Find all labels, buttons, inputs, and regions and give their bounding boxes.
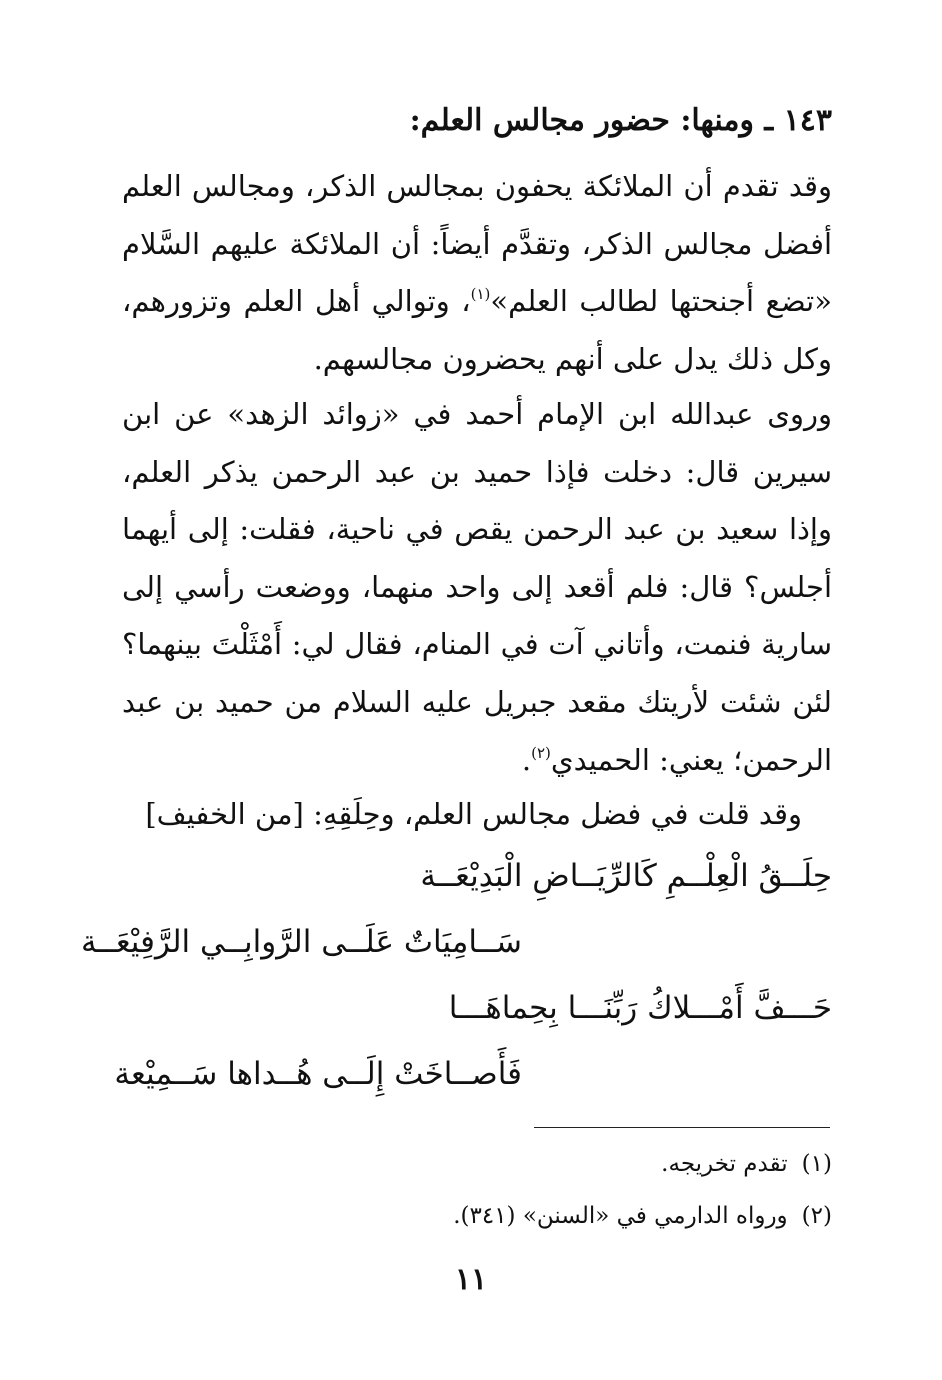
poem-intro-text: وقد قلت في فضل مجالس العلم، وحِلَقِهِ: bbox=[313, 797, 802, 831]
footnote-2-text: ورواه الدارمي في «السنن» (٣٤١). bbox=[453, 1203, 788, 1229]
footnote-2 bbox=[122, 1198, 832, 1234]
paragraph-2-text-after: . bbox=[521, 742, 532, 777]
footnote-1-text: تقدم تخريجه. bbox=[661, 1151, 788, 1177]
paragraph-2 bbox=[122, 386, 832, 789]
paragraph-1-text: وقد تقدم أن الملائكة يحفون بمجالس الذكر، ومجالس العلم أفضل مجالس الذكر، وتقدَّم أيضاً: أن الملائكة عليهم السَّلام «تضع أجنحتها لطالب العلم» bbox=[122, 169, 832, 319]
footnote-separator bbox=[534, 1127, 830, 1128]
poem-verse-1: حِلَــقُ الْعِلْــمِ كَالرِّيَــاضِ الْبَدِيْعَــة bbox=[420, 858, 832, 894]
poem-verse-3: حَـــفَّ أَمْـــلاكُ رَبِّنَـــا بِحِماهَـــا bbox=[448, 990, 832, 1026]
paragraph-1-text-after: ، وتوالي أهل العلم وتزورهم، وكل ذلك يدل على أنهم يحضرون مجالسهم. bbox=[122, 284, 832, 376]
page-number: ١١ bbox=[454, 1262, 488, 1297]
footnote-ref-2: (٢) bbox=[531, 743, 551, 762]
poem-verse-2: سَــامِيَاتٌ عَلَــى الرَّوابِــي الرَّفِيْعَــة bbox=[81, 924, 522, 960]
footnote-2-number: (٢) bbox=[801, 1203, 832, 1229]
poem-meter: [من الخفيف] bbox=[145, 797, 304, 831]
poem-verse-4: فَأَصــاخَتْ إِلَــى هُــداها سَــمِيْعة bbox=[114, 1056, 522, 1092]
section-heading: ١٤٣ ـ ومنها: حضور مجالس العلم: bbox=[409, 103, 832, 138]
poem-intro bbox=[122, 789, 802, 839]
footnote-ref-1: (١) bbox=[470, 285, 491, 304]
footnote-1 bbox=[122, 1146, 832, 1182]
footnote-1-number: (١) bbox=[801, 1151, 832, 1177]
paragraph-1 bbox=[122, 158, 832, 388]
paragraph-2-text: وروى عبدالله ابن الإمام أحمد في «زوائد الزهد» عن ابن سيرين قال: دخلت فإذا حميد بن عبد الرحمن يذكر العلم، وإذا سعيد بن عبد الرحمن يقص في ناحية، فقلت: إلى أيهما أجلس؟ قال: فلم أقعد إلى واحد منهما، ووضعت رأسي إلى سارية فنمت، وأتاني آت في المنام، فقال لي: أَمْثَلْتَ بينهما؟ لئن شئت لأريتك مقعد جبريل عليه السلام من حميد بن عبد الرحمن؛ يعني: الحميدي bbox=[122, 397, 832, 777]
